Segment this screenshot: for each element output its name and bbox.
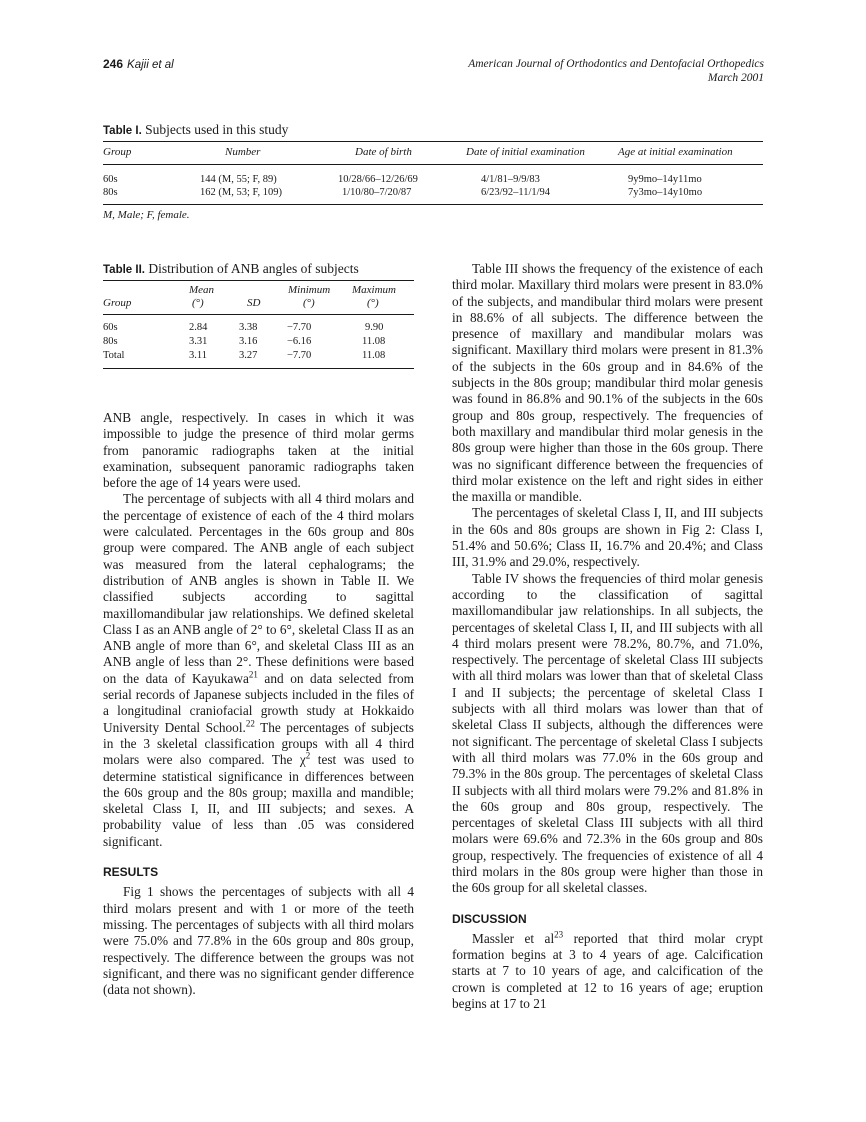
table1-bottom-rule xyxy=(103,204,763,205)
table1-caption xyxy=(103,122,288,138)
table2-col-sd: SD xyxy=(247,297,261,309)
table1-cell: 10/28/66–12/26/69 xyxy=(338,174,418,185)
text-run: The percentage of subjects with all 4 third molars and the percentage of existence of each of the 4 third molars were calculated. Percentages in the 60s group and 80s group were compared. The ANB angle of each subject was measured from the lateral cephalograms; the distribution of ANB angles is shown in Table II. We classified subjects according to sagittal maxillomandibular jaw relationships. We defined skeletal Class I as an ANB angle of 2° to 6°, skeletal Class II as an ANB angle of more than 6°, and skeletal Class III as an ANB angle of less than 2°. These definitions were based on the data of Kayukawa xyxy=(103,491,414,686)
table2-caption xyxy=(103,261,359,277)
discussion-heading: DISCUSSION xyxy=(452,911,527,926)
table2-col-maximum-unit: (°) xyxy=(367,297,379,309)
body-paragraph: ANB angle, respectively. In cases in which it was impossible to judge the presence of third molar germs from panoramic radiographs taken at the initial examination, subsequent panoramic radiographs taken before the age of 14 years were used. xyxy=(103,410,414,491)
table2-cell: 3.31 xyxy=(189,336,208,347)
table2-top-rule xyxy=(103,280,414,281)
table2-cell: 3.11 xyxy=(189,350,207,361)
body-paragraph: Table III shows the frequency of the existence of each third molar. Maxillary third molars were present in 83.0% of the subjects, and mandibular third molars were present in 88.6% of all subjects. The difference between the presence of maxillary and mandibular molars was significant. Maxillary third molars were present in 81.3% of the subjects in the 60s group and in 84.6% of the subjects in the 80s group; mandibular third molar genesis was found in 86.8% and 90.1% of the subjects in the 60s group and 80s group, respectively. The frequencies of both maxillary and mandibular third molar genesis in the 80s group were higher than those in the 60s group. There was no significant difference between the frequencies of third molar existence on the left and right sides in either the maxilla or mandible. xyxy=(452,261,763,505)
running-header-left xyxy=(103,57,174,72)
citation-ref: 21 xyxy=(248,669,258,680)
superscript: 2 xyxy=(305,750,311,761)
table2-cell: 9.90 xyxy=(365,322,384,333)
table1-cell: 144 (M, 55; F, 89) xyxy=(200,174,277,185)
citation-ref: 23 xyxy=(554,929,564,940)
table2-cell: 2.84 xyxy=(189,322,208,333)
journal-name: American Journal of Orthodontics and Dentofacial Orthopedics xyxy=(468,58,764,70)
table1-cell: 1/10/80–7/20/87 xyxy=(342,187,412,198)
table2-cell: −7.70 xyxy=(287,322,312,333)
table2-cell: −7.70 xyxy=(287,350,312,361)
results-heading: RESULTS xyxy=(103,865,159,880)
table2-header-rule xyxy=(103,314,414,315)
table2-col-minimum: Minimum xyxy=(288,284,331,296)
table1-cell: 60s xyxy=(103,174,118,185)
table2-cell: 3.16 xyxy=(239,336,258,347)
table2-cell: 11.08 xyxy=(362,350,386,361)
body-paragraph xyxy=(103,491,414,850)
table1-col-number: Number xyxy=(225,146,261,158)
table2-cell: 80s xyxy=(103,336,118,347)
table2-cell: 11.08 xyxy=(362,336,386,347)
body-paragraph: Fig 1 shows the percentages of subjects with all 4 third molars present and with 1 or more of the teeth missing. The percentages of subjects with all third molars were 75.0% and 77.8% in the 60s group and 80s group, respectively. The difference between the groups was not significant, and there was no significant gender difference (data not shown). xyxy=(103,884,414,998)
table1-header-rule xyxy=(103,164,763,165)
table1-cell: 4/1/81–9/9/83 xyxy=(481,174,540,185)
running-header-right xyxy=(468,57,764,85)
table1-cell: 7y3mo–14y10mo xyxy=(628,187,703,198)
body-paragraph: Table IV shows the frequencies of third molar genesis according to the classification of sagittal maxillomandibular jaw relationships. In all subjects, the percentages of skeletal Class I, II, and III subjects with all 4 third molars present were 78.2%, 80.7%, and 71.0%, respectively. The percentage of skeletal Class III subjects with all third molars was lower than that of skeletal Class I and II subjects; the percentage of skeletal Class I subjects with all third molars was lower than that of skeletal Class II subjects, although the differences were not significant. The percentage of skeletal Class I subjects with all third molars was 77.0% in the 60s group and 79.3% in the 80s group. The percentages of skeletal Class II subjects with all third molars were 79.2% and 81.8% in the 60s group and 80s group, respectively. The percentages of skeletal Class III subjects with all third molars were 69.6% and 72.3% in the 60s group and 80s group, respectively. The frequencies of existence of all 4 third molars in the 80s group were higher than those in the 60s group for all skeletal classes. xyxy=(452,570,763,896)
table1-footnote: M, Male; F, female. xyxy=(103,209,190,221)
table1-col-dob: Date of birth xyxy=(355,146,412,158)
table2-cell: 3.27 xyxy=(239,350,258,361)
body-paragraph xyxy=(452,931,763,1012)
table1-label: Table I. xyxy=(103,125,142,137)
body-paragraph: The percentages of skeletal Class I, II, and III subjects in the 60s and 80s groups are shown in Fig 2: Class I, 51.4% and 50.6%; Class II, 16.7% and 20.4%; and Class III, 31.9% and 29.0%, respectively. xyxy=(452,505,763,570)
table1-col-exam-age: Age at initial examination xyxy=(618,146,733,158)
table1-cell: 9y9mo–14y11mo xyxy=(628,174,702,185)
table1-cell: 162 (M, 53; F, 109) xyxy=(200,187,282,198)
table2-col-group: Group xyxy=(103,297,132,309)
table2-col-mean-unit: (°) xyxy=(192,297,204,309)
text-run: Massler et al xyxy=(472,930,555,946)
text-run: and on data selected from serial records of Japanese subjects included in the files of a longitudinal craniofacial growth study at Hokkaido University Dental School. xyxy=(103,670,414,735)
table2-cell: −6.16 xyxy=(287,336,312,347)
table2-title: Distribution of ANB angles of subjects xyxy=(148,261,359,276)
left-column xyxy=(103,410,414,998)
table1-cell: 6/23/92–11/1/94 xyxy=(481,187,551,198)
table1-title: Subjects used in this study xyxy=(145,122,289,137)
table2-col-maximum: Maximum xyxy=(352,284,396,296)
text-run: test was used to determine statistical significance in differences between the 60s group and the 80s group; maxilla and mandible; skeletal Class I, II, and III subjects; and sexes. A probability value of less than .05 was considered significant. xyxy=(103,752,414,849)
table1-col-group: Group xyxy=(103,146,132,158)
table2-col-minimum-unit: (°) xyxy=(303,297,315,309)
table2-bottom-rule xyxy=(103,368,414,369)
table1-cell: 80s xyxy=(103,187,118,198)
table2-label: Table II. xyxy=(103,264,145,276)
table1-col-exam-date: Date of initial examination xyxy=(466,146,585,158)
table2-col-mean: Mean xyxy=(189,284,215,296)
citation-ref: 22 xyxy=(245,718,255,729)
text-run: The percentages of subjects in the 3 skeletal classification groups with all 4 third molars were also compared. The χ xyxy=(103,719,414,768)
table2-cell: Total xyxy=(103,350,125,361)
journal-issue: March 2001 xyxy=(707,72,764,84)
running-header-authors: Kajii et al xyxy=(127,59,174,71)
table2-cell: 60s xyxy=(103,322,118,333)
page-number: 246 xyxy=(103,57,124,71)
right-column xyxy=(452,261,763,1012)
text-run: reported that third molar crypt formation begins at 3 to 4 years of age. Calcification starts at 7 to 10 years of age, and calcification of the crown is completed at 12 to 16 years of age; eruption begins at 17 to 21 xyxy=(452,930,763,1012)
table1-top-rule xyxy=(103,141,763,142)
table2-cell: 3.38 xyxy=(239,322,258,333)
